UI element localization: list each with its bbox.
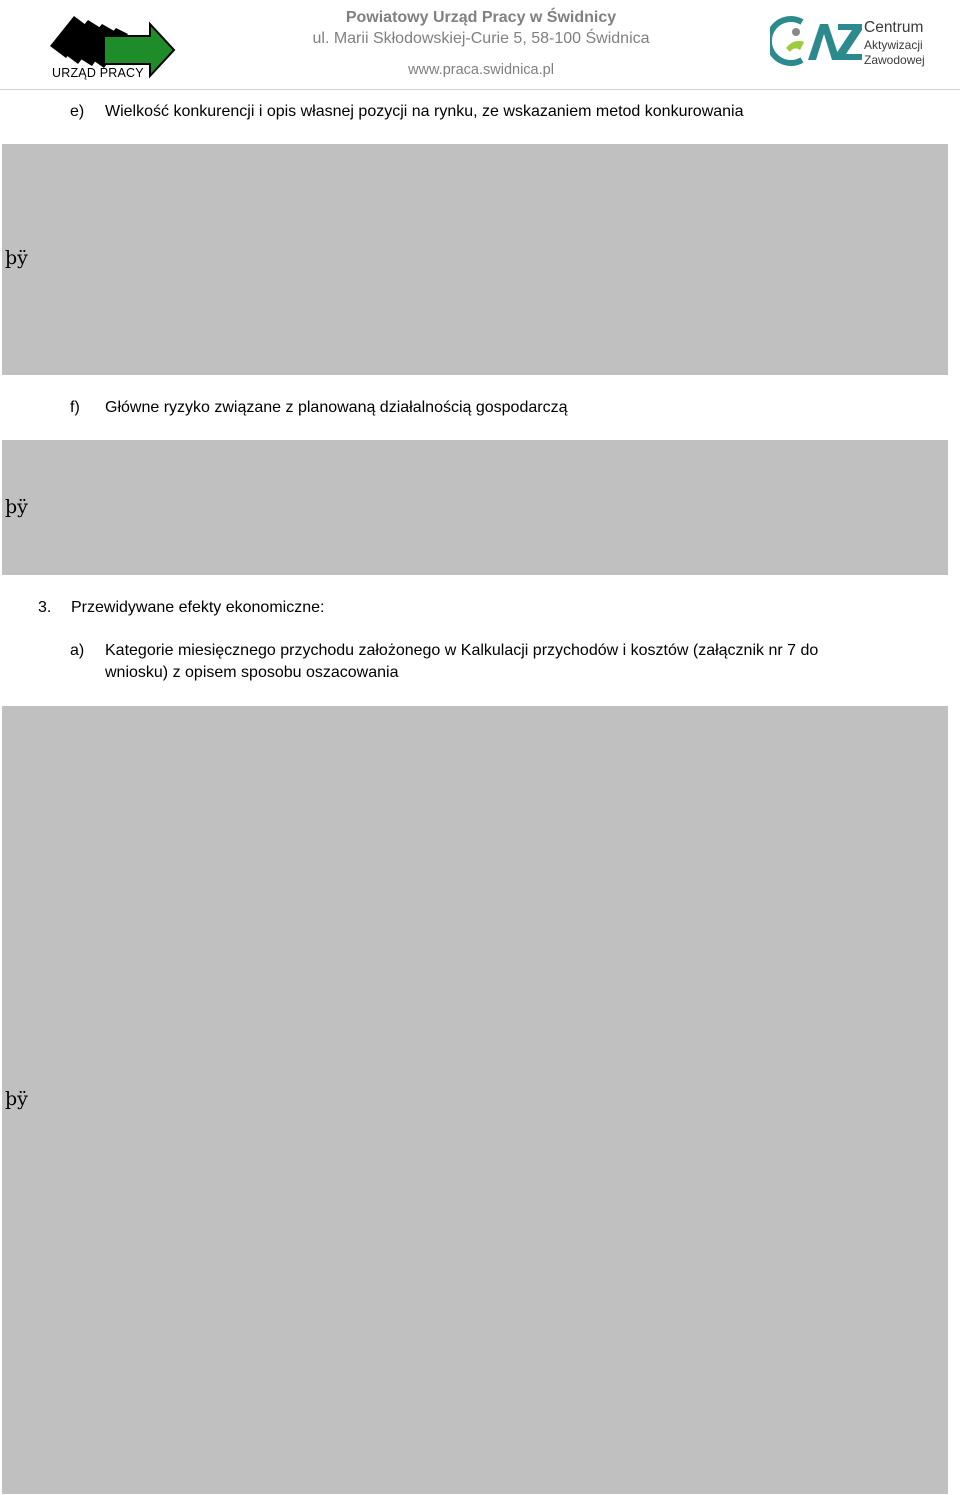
logo-right-line2: Aktywizacji bbox=[864, 37, 923, 52]
answer-field-e[interactable] bbox=[2, 144, 948, 375]
page-header bbox=[0, 0, 960, 90]
caz-logo-icon bbox=[770, 14, 870, 68]
question-f-text: Główne ryzyko związane z planowaną działalnością gospodarczą bbox=[105, 399, 568, 416]
header-divider bbox=[0, 89, 960, 90]
section-3-title: Przewidywane efekty ekonomiczne: bbox=[71, 599, 325, 616]
logo-left-caption: URZĄD PRACY bbox=[52, 66, 144, 80]
answer-field-a[interactable] bbox=[2, 706, 948, 1494]
logo-right-caption bbox=[864, 20, 925, 66]
answer-field-f[interactable] bbox=[2, 440, 948, 575]
institution-name: Powiatowy Urząd Pracy w Świdnicy bbox=[345, 9, 617, 26]
question-e-marker: e) bbox=[70, 103, 85, 120]
section-3-heading bbox=[38, 597, 918, 619]
answer-field-f-glyph: þÿ bbox=[5, 496, 28, 518]
question-e bbox=[70, 101, 950, 123]
institution-address: ul. Marii Skłodowskiej-Curie 5, 58-100 Świdnica bbox=[312, 30, 650, 47]
answer-field-e-glyph: þÿ bbox=[5, 247, 28, 269]
question-a-marker: a) bbox=[70, 642, 85, 659]
question-f bbox=[70, 397, 950, 419]
section-3-number: 3. bbox=[38, 599, 52, 616]
question-e-text: Wielkość konkurencji i opis własnej pozycji na rynku, ze wskazaniem metod konkurowania bbox=[105, 103, 744, 120]
logo-right-line1: Centrum bbox=[864, 19, 924, 36]
question-f-marker: f) bbox=[70, 399, 80, 416]
question-a-text-line1: Kategorie miesięcznego przychodu założonego w Kalkulacji przychodów i kosztów (załącznik nr 7 do bbox=[105, 642, 819, 659]
caz-logo-text: CAZ bbox=[770, 14, 772, 15]
institution-website: www.praca.swidnica.pl bbox=[408, 62, 554, 78]
question-a bbox=[70, 640, 960, 684]
logo-right-line3: Zawodowej bbox=[864, 52, 925, 67]
answer-field-a-glyph: þÿ bbox=[5, 1088, 28, 1110]
question-a-text-line2: wniosku) z opisem sposobu oszacowania bbox=[105, 664, 399, 681]
